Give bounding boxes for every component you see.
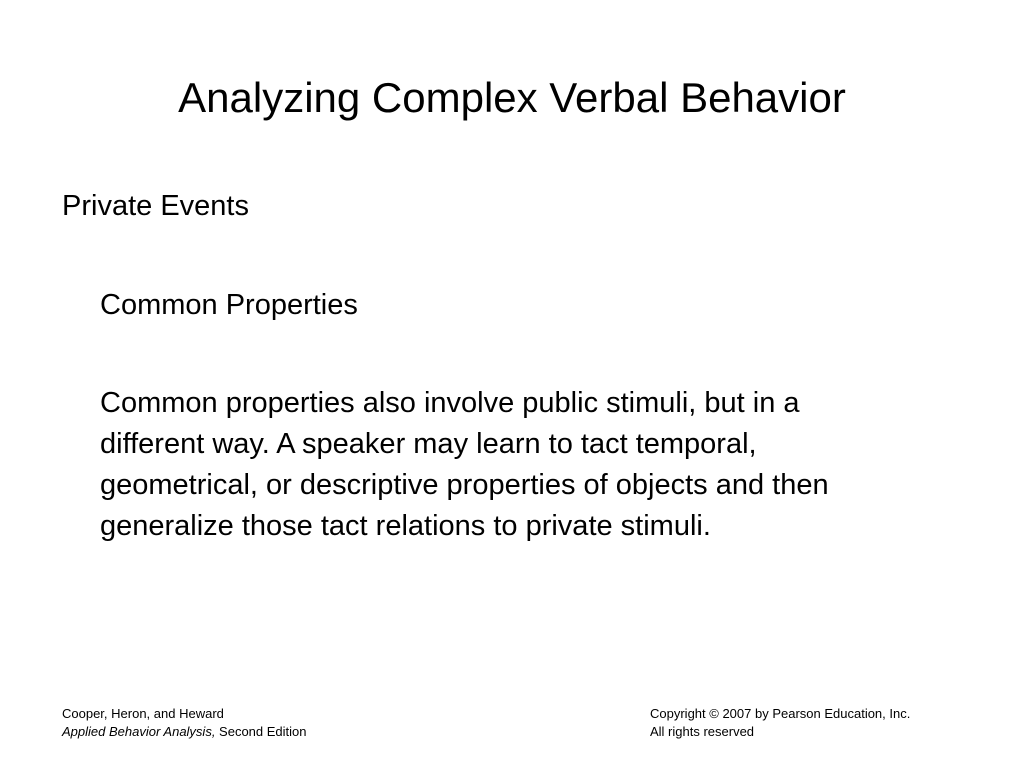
section-heading: Private Events <box>62 190 249 222</box>
footer-book-title: Applied Behavior Analysis, <box>62 724 216 739</box>
footer-copyright-block <box>650 705 910 741</box>
body-line: generalize those tact relations to private stimuli. <box>100 510 711 542</box>
footer-edition: Second Edition <box>215 724 307 739</box>
body-line: geometrical, or descriptive properties of objects and then <box>100 469 829 501</box>
footer-copyright: Copyright © 2007 by Pearson Education, Inc. <box>650 706 911 721</box>
slide-title: Analyzing Complex Verbal Behavior <box>178 74 846 121</box>
footer-book-line <box>62 723 307 741</box>
footer-citation <box>62 705 307 741</box>
subheading: Common Properties <box>100 289 358 321</box>
footer-authors: Cooper, Heron, and Heward <box>62 706 224 721</box>
footer-rights: All rights reserved <box>650 724 755 739</box>
body-paragraph <box>100 383 980 547</box>
body-line: Common properties also involve public stimuli, but in a <box>100 387 800 419</box>
body-line: different way. A speaker may learn to tact temporal, <box>100 428 757 460</box>
